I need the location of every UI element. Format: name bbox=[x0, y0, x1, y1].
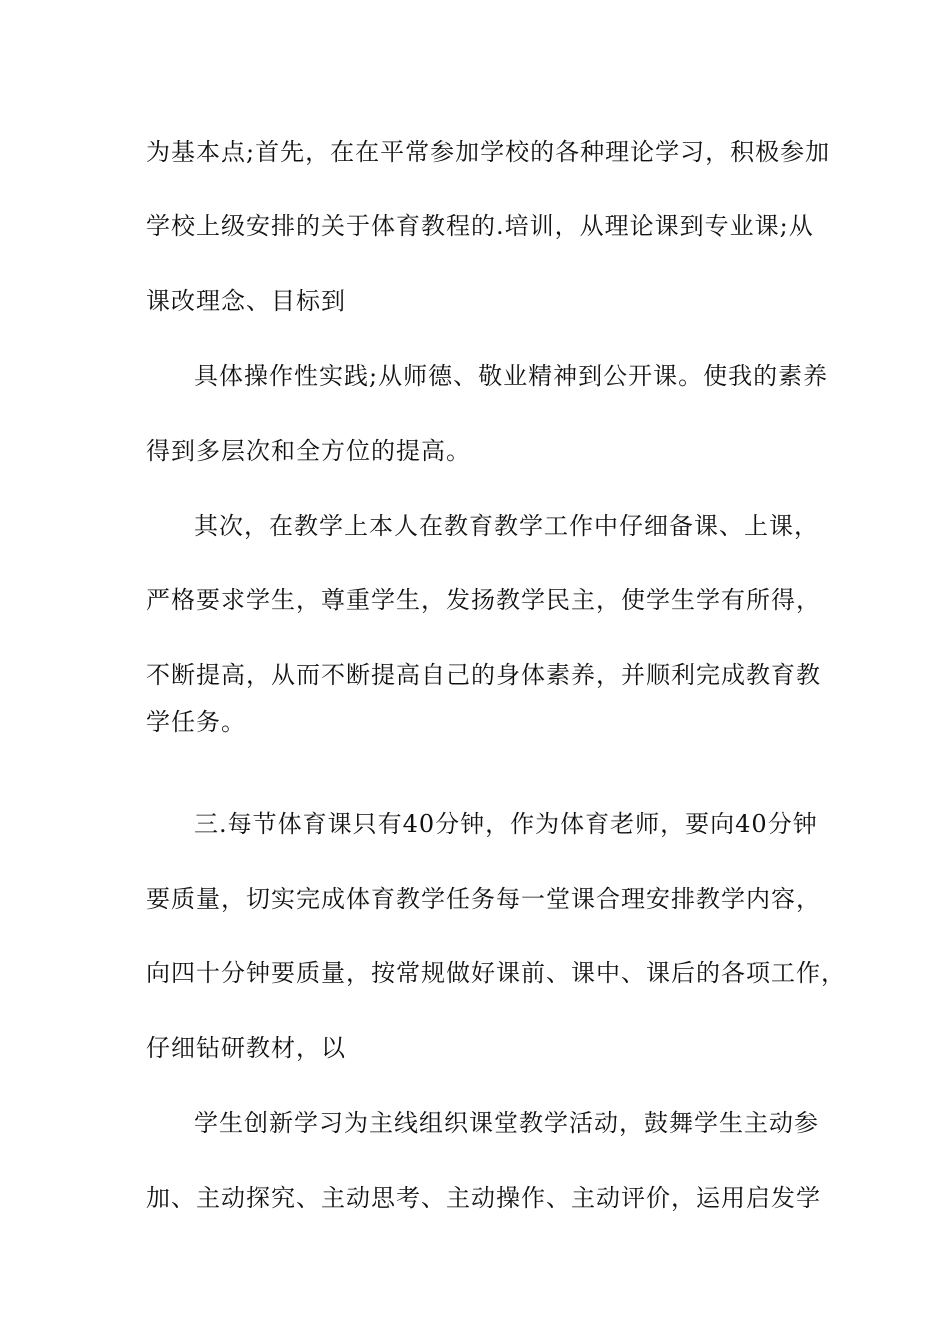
text-line-6: 其次，在教学上本人在教育教学工作中仔细备课、上课， bbox=[194, 512, 819, 540]
text-line-14: 学生创新学习为主线组织课堂教学活动，鼓舞学生主动参 bbox=[194, 1109, 819, 1137]
text-line-12: 向四十分钟要质量，按常规做好课前、课中、课后的各项工作， bbox=[146, 959, 846, 987]
text-line-9: 学任务。 bbox=[146, 708, 246, 736]
text-line-10: 三.每节体育课只有40分钟，作为体育老师，要向40分钟 bbox=[194, 810, 818, 838]
text-line-2: 学校上级安排的关于体育教程的.培训，从理论课到专业课;从 bbox=[146, 212, 814, 240]
text-line-4: 具体操作性实践;从师德、敬业精神到公开课。使我的素养 bbox=[194, 362, 829, 390]
text-line-13: 仔细钻研教材，以 bbox=[146, 1034, 346, 1062]
text-line-15: 加、主动探究、主动思考、主动操作、主动评价，运用启发学 bbox=[146, 1184, 821, 1212]
text-line-7: 严格要求学生，尊重学生，发扬教学民主，使学生学有所得， bbox=[146, 586, 821, 614]
text-line-1: 为基本点;首先，在在平常参加学校的各种理论学习，积极参加 bbox=[146, 138, 831, 166]
text-line-8: 不断提高，从而不断提高自己的身体素养，并顺利完成教育教 bbox=[146, 661, 821, 689]
text-line-11: 要质量，切实完成体育教学任务每一堂课合理安排教学内容， bbox=[146, 885, 821, 913]
text-line-3: 课改理念、目标到 bbox=[146, 287, 346, 315]
text-line-5: 得到多层次和全方位的提高。 bbox=[146, 437, 471, 465]
